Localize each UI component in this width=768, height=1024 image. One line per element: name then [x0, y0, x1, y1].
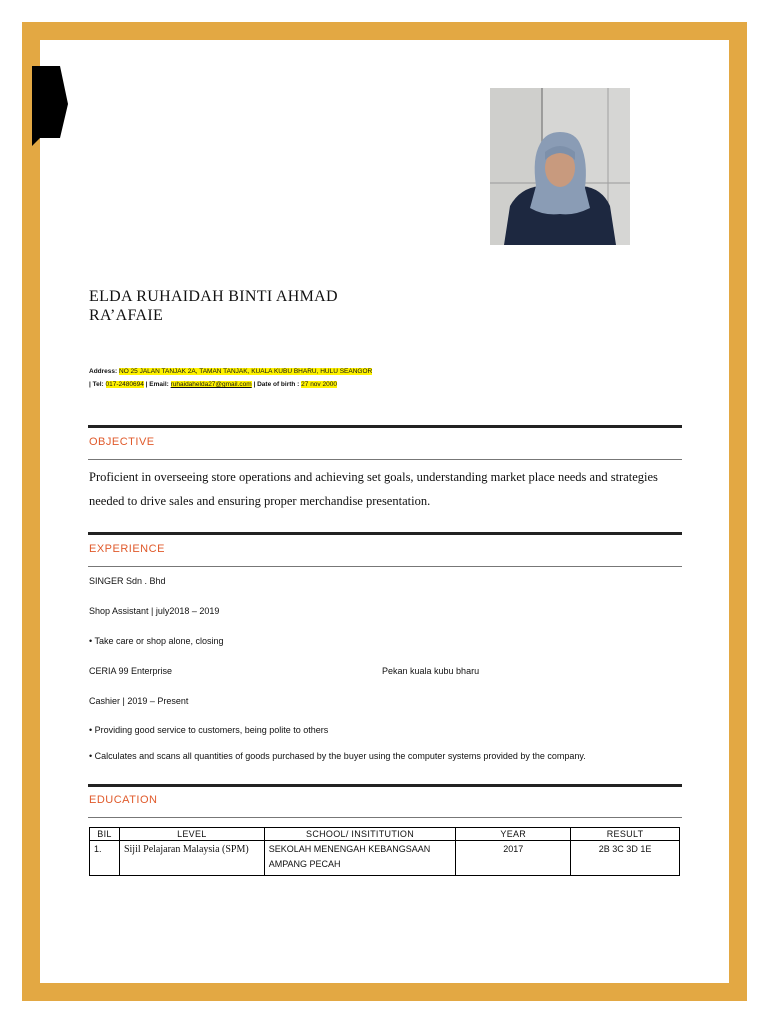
company-ceria: CERIA 99 Enterprise: [89, 666, 173, 676]
address-label: Address:: [89, 368, 118, 375]
cell-result: 2B 3C 3D 1E: [571, 841, 680, 876]
name-line-1: ELDA RUHAIDAH BINTI AHMAD: [89, 288, 338, 305]
header-year: YEAR: [456, 828, 571, 841]
role-cashier: Cashier | 2019 – Present: [89, 696, 189, 706]
objective-text: Proficient in overseeing store operations and achieving set goals, understanding market place needs and strategies needed to drive sales and ensuring proper merchandise presentation.: [89, 470, 658, 508]
company-singer: SINGER Sdn . Bhd: [89, 576, 166, 586]
cell-year: 2017: [456, 841, 571, 876]
duty-item: • Providing good service to customers, being polite to others: [89, 725, 329, 735]
role-shop-assistant: Shop Assistant | july2018 – 2019: [89, 606, 220, 616]
dob-label: | Date of birth :: [253, 381, 300, 388]
company-location: Pekan kuala kubu bharu: [382, 666, 480, 676]
dob-value: 27 nov 2000: [301, 381, 337, 388]
header-bil: BIL: [90, 828, 120, 841]
section-underline: [88, 566, 682, 567]
candidate-name: [89, 287, 338, 325]
cell-bil: 1.: [90, 841, 120, 876]
header-tab-shape: [32, 66, 68, 146]
header-school: SCHOOL/ INSITITUTION: [264, 828, 456, 841]
duty-item: • Calculates and scans all quantities of goods purchased by the buyer using the computer systems provided by the company.: [89, 751, 586, 761]
email-label: | Email:: [145, 381, 169, 388]
experience-heading: EXPERIENCE: [89, 543, 165, 555]
email-link[interactable]: ruhaidahelda27@gmail.com: [170, 381, 252, 388]
objective-heading: OBJECTIVE: [89, 436, 155, 448]
education-table: [89, 827, 680, 876]
section-divider: [88, 425, 682, 428]
section-underline: [88, 459, 682, 460]
tel-label: | Tel:: [89, 381, 104, 388]
header-level: LEVEL: [119, 828, 264, 841]
cell-level: Sijil Pelajaran Malaysia (SPM): [119, 841, 264, 876]
cell-school: SEKOLAH MENENGAH KEBANGSAAN AMPANG PECAH: [264, 841, 456, 876]
address-value: NO 25 JALAN TANJAK 2A, TAMAN TANJAK, KUALA KUBU BHARU, HULU SEANGOR: [119, 368, 373, 375]
header-result: RESULT: [571, 828, 680, 841]
table-row: [90, 841, 680, 876]
tel-value: 017-2480694: [105, 381, 144, 388]
section-underline: [88, 817, 682, 818]
section-divider: [88, 532, 682, 535]
contact-block: [89, 365, 372, 391]
education-heading: EDUCATION: [89, 794, 158, 806]
profile-photo: [490, 88, 630, 245]
table-header-row: [90, 828, 680, 841]
name-line-2: RA’AFAIE: [89, 307, 164, 324]
section-divider: [88, 784, 682, 787]
duty-item: • Take care or shop alone, closing: [89, 636, 224, 646]
